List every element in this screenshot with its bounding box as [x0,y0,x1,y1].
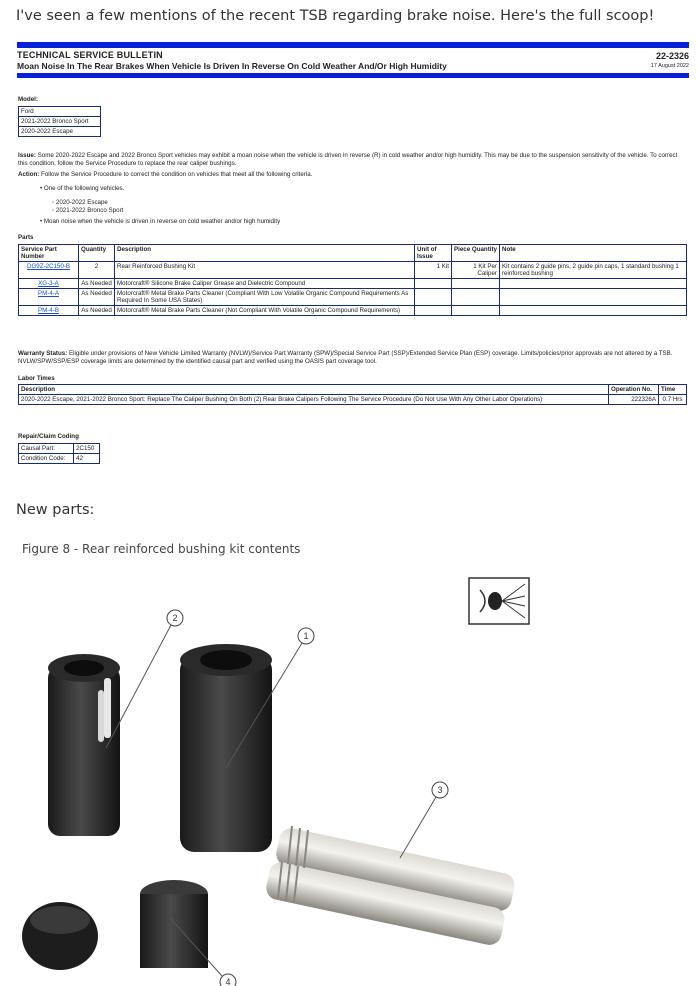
labor-header-desc: Description [19,385,609,395]
bushing-kit-photo [20,568,540,986]
model-table [18,106,101,137]
part-desc: Rear Reinforced Bushing Kit [115,262,415,279]
part-desc: Motorcraft® Metal Brake Parts Cleaner (Not Compliant With Volatile Organic Compound Requirements) [115,306,415,316]
part-qty: As Needed [79,279,115,289]
table-row [19,306,687,316]
labor-desc: 2020-2022 Escape, 2021-2022 Bronco Sport: Replace The Caliper Bushing On Both (2) Rear Brake Calipers Following The Service Procedure (Do Not Use With Any Other Labor Operations) [19,395,609,405]
part-desc: Motorcraft® Metal Brake Parts Cleaner (Compliant With Low Volatile Organic Compound Requirements As Required In Some USA States) [115,289,415,306]
coding-value: 42 [74,454,100,464]
part-qty: 2 [79,262,115,279]
part-note: Kit contains 2 guide pins, 2 guide pin caps, 1 standard bushing 1 reinforced bushing [500,262,687,279]
new-parts-text: New parts: [16,502,95,518]
labor-op: 222326A [609,395,659,405]
part-unit: 1 Kit [415,262,452,279]
part-note [500,289,687,306]
part-qty: As Needed [79,289,115,306]
coding-key: Condition Code: [19,454,74,464]
table-row [19,262,687,279]
view-icon [469,578,529,624]
issue-text: Some 2020-2022 Escape and 2022 Bronco Sport vehicles may exhibit a moan noise when the vehicle is driven in reverse (R) in cold weather and/or high humidity. This may be due to the suspension sensitivity of the vehicle. To correct this condition, follow the Service Procedure to replace the rear caliper bushings. [18,152,678,168]
action-paragraph [18,171,312,179]
coding-key: Causal Part: [19,444,74,454]
figure-title: Figure 8 - Rear reinforced bushing kit contents [22,542,301,556]
callout-3-label: 3 [437,785,443,795]
warranty-text: Eligible under provisions of New Vehicle Limited Warranty (NVLW)/Service Part Warranty (SPW)/Special Service Part (SSP)/Extended Service Plan (ESP) coverage. Limits/policies/prior approvals are not altered by a TSB. NVLW/SPW/SSP/ESP coverage limits are determined by the identified causal part and verified using the OASIS part coverage tool. [18,350,673,366]
part-unit [415,279,452,289]
tsb-bottom-bar [17,73,689,78]
parts-header-unit: Unit of Issue [415,245,452,262]
labor-time: 0.7 Hrs [659,395,687,405]
parts-header-number: Service Part Number [19,245,79,262]
part-link-dg9z[interactable]: DG9Z-2C150-B [27,263,70,270]
part-qty: As Needed [79,306,115,316]
parts-label: Parts [18,234,34,241]
bushing-1 [180,644,272,852]
parts-header-piece: Piece Quantity [452,245,500,262]
part-desc: Motorcraft® Silicone Brake Caliper Grease and Dielectric Compound [115,279,415,289]
bushing-2 [48,654,120,836]
issue-label: Issue: [18,152,36,159]
model-make: Ford [19,107,101,117]
tsb-header [17,42,689,78]
part-piece [452,279,500,289]
warranty-label: Warranty Status: [18,350,68,357]
tsb-kind: TECHNICAL SERVICE BULLETIN [17,50,163,60]
criteria-1b: ◦ 2021-2022 Bronco Sport [52,207,124,214]
criteria-1: • One of the following vehicles. [40,185,125,192]
criteria-2: • Moan noise when the vehicle is driven in reverse on cold weather and/or high humidity [40,218,281,225]
tsb-title: Moan Noise In The Rear Brakes When Vehicle Is Driven In Reverse On Cold Weather And/Or High Humidity [17,61,447,71]
table-row [19,279,687,289]
coding-label: Repair/Claim Coding [18,433,79,440]
callout-1-label: 1 [303,631,309,641]
part-link-pm4b[interactable]: PM-4-B [38,307,59,314]
parts-header-desc: Description [115,245,415,262]
labor-header-time: Time [659,385,687,395]
labor-table [18,384,687,405]
coding-table [18,443,100,464]
post-intro-text: I've seen a few mentions of the recent TSB regarding brake noise. Here's the full scoop! [16,8,655,24]
callout-2-label: 2 [172,613,178,623]
part-unit [415,289,452,306]
model-escape: 2020-2022 Escape [19,127,101,137]
labor-label: Labor Times [18,375,55,382]
part-piece: 1 Kit Per Caliper [452,262,500,279]
model-label: Model: [18,96,38,103]
part-piece [452,306,500,316]
callout-4-label: 4 [225,977,231,986]
issue-paragraph [18,152,686,168]
part-link-xg3a[interactable]: XG-3-A [38,280,59,287]
part-link-pm4a[interactable]: PM-4-A [38,290,59,297]
coding-value: 2C150 [74,444,100,454]
labor-header-op: Operation No. [609,385,659,395]
tsb-date: 17 August 2022 [650,63,689,69]
table-row [19,289,687,306]
parts-header-note: Note [500,245,687,262]
model-bronco: 2021-2022 Bronco Sport [19,117,101,127]
criteria-1a: ◦ 2020-2022 Escape [52,199,108,206]
parts-table [18,244,687,316]
table-row [19,395,687,405]
part-unit [415,306,452,316]
tsb-number: 22-2326 [655,51,689,61]
warranty-paragraph [18,350,686,366]
action-text: Follow the Service Procedure to correct the condition on vehicles that meet all the following criteria. [41,171,313,178]
part-note [500,306,687,316]
part-note [500,279,687,289]
parts-header-qty: Quantity [79,245,115,262]
part-piece [452,289,500,306]
action-label: Action: [18,171,40,178]
